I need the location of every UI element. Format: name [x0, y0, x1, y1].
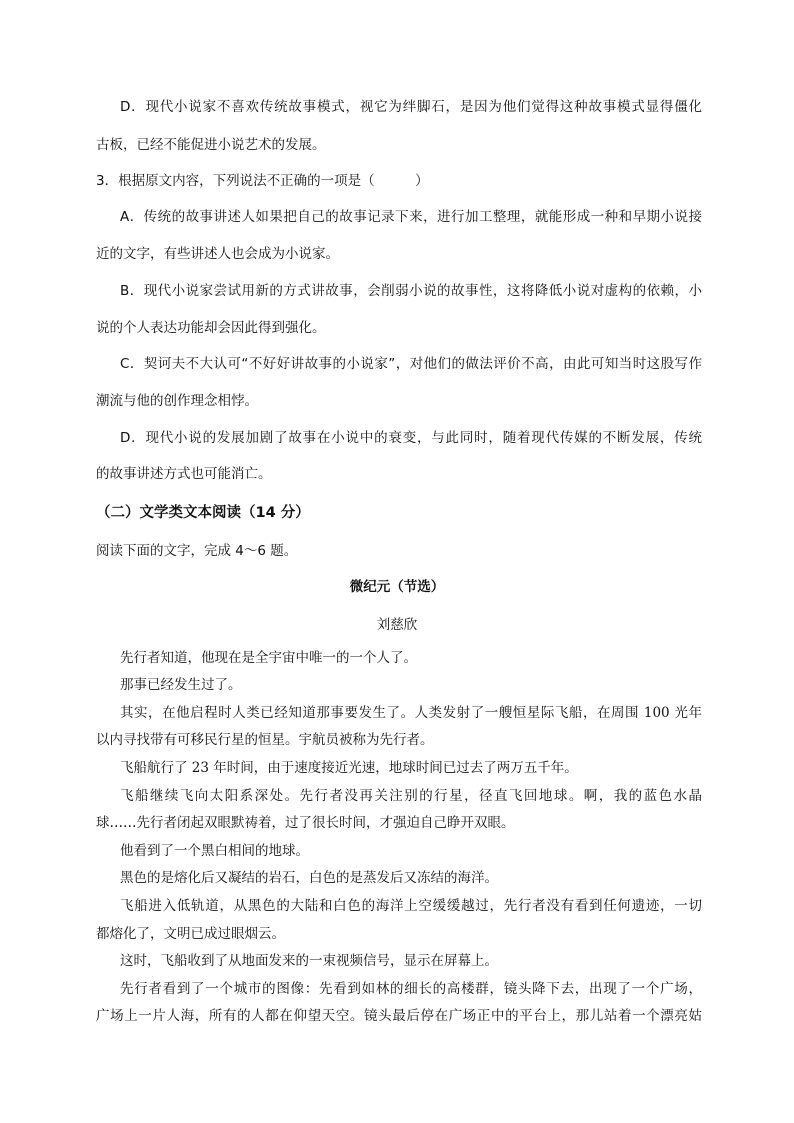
story-paragraph-1: 先行者知道，他现在是全宇宙中唯一的一个人了。 — [120, 650, 417, 666]
q3-option-b-line-1: B．现代小说家尝试用新的方式讲故事，会削弱小说的故事性，这将降低小说对虚构的依赖，小 — [120, 283, 702, 299]
q3-option-c-line-1: C．契诃夫不大认可“不好好讲故事的小说家”，对他们的做法评价不高，由此可知当时这股写作 — [120, 356, 702, 372]
section-instruction: 阅读下面的文字，完成 4～6 题。 — [96, 543, 298, 559]
story-title: 微纪元（节选） — [349, 579, 445, 595]
story-paragraph-10-line-1: 先行者看到了一个城市的图像：先看到如林的细长的高楼群，镜头降下去，出现了一个广场， — [120, 981, 702, 997]
q2-option-d-line-2: 古板，已经不能促进小说艺术的发展。 — [96, 137, 326, 153]
q3-option-b-line-2: 说的个人表达功能却会因此得到强化。 — [96, 320, 326, 336]
story-paragraph-4: 飞船航行了 23 年时间，由于速度接近光速，地球时间已过去了两万五千年。 — [120, 760, 578, 776]
story-paragraph-2: 那事已经发生过了。 — [120, 677, 242, 693]
story-paragraph-5-line-2: 球……先行者闭起双眼默祷着，过了很长时间，才强迫自己睁开双眼。 — [96, 815, 515, 831]
q3-option-a-line-1: A．传统的故事讲述人如果把自己的故事记录下来，进行加工整理，就能形成一种和早期小说接 — [120, 209, 702, 225]
story-paragraph-9: 这时，飞船收到了从地面发来的一束视频信号，显示在屏幕上。 — [120, 953, 498, 969]
section-heading: （二）文学类文本阅读（14 分） — [96, 505, 310, 521]
q2-option-d-line-1: D．现代小说家不喜欢传统故事模式，视它为绊脚石，是因为他们觉得这种故事模式显得僵化 — [120, 99, 702, 115]
story-paragraph-3-line-2: 以内寻找带有可移民行星的恒星。宇航员被称为先行者。 — [96, 732, 434, 748]
story-paragraph-6: 他看到了一个黑白相间的地球。 — [120, 843, 309, 859]
q3-option-c-line-2: 潮流与他的创作理念相悖。 — [96, 393, 258, 409]
q3-stem: 3．根据原文内容，下列说法不正确的一项是（ ） — [96, 173, 429, 189]
q3-option-d-line-2: 的故事讲述方式也可能消亡。 — [96, 466, 272, 482]
story-paragraph-7: 黑色的是熔化后又凝结的岩石，白色的是蒸发后又冻结的海洋。 — [120, 870, 498, 886]
story-paragraph-8-line-2: 都熔化了，文明已成过眼烟云。 — [96, 926, 285, 942]
q3-option-a-line-2: 近的文字，有些讲述人也会成为小说家。 — [96, 246, 339, 262]
story-paragraph-10-line-2: 广场上一片人海，所有的人都在仰望天空。镜头最后停在广场正中的平台上，那儿站着一个漂亮姑 — [96, 1008, 702, 1024]
story-author: 刘慈欣 — [376, 617, 418, 633]
story-paragraph-3-line-1: 其实，在他启程时人类已经知道那事要发生了。人类发射了一艘恒星际飞船，在周围 100 光年 — [120, 705, 702, 721]
story-paragraph-5-line-1: 飞船继续飞向太阳系深处。先行者没再关注别的行星，径直飞回地球。啊，我的蓝色水晶 — [120, 788, 702, 804]
q3-option-d-line-1: D．现代小说的发展加剧了故事在小说中的衰变，与此同时，随着现代传媒的不断发展，传统 — [120, 430, 702, 446]
story-paragraph-8-line-1: 飞船进入低轨道，从黑色的大陆和白色的海洋上空缓缓越过，先行者没有看到任何遗迹，一切 — [120, 898, 702, 914]
